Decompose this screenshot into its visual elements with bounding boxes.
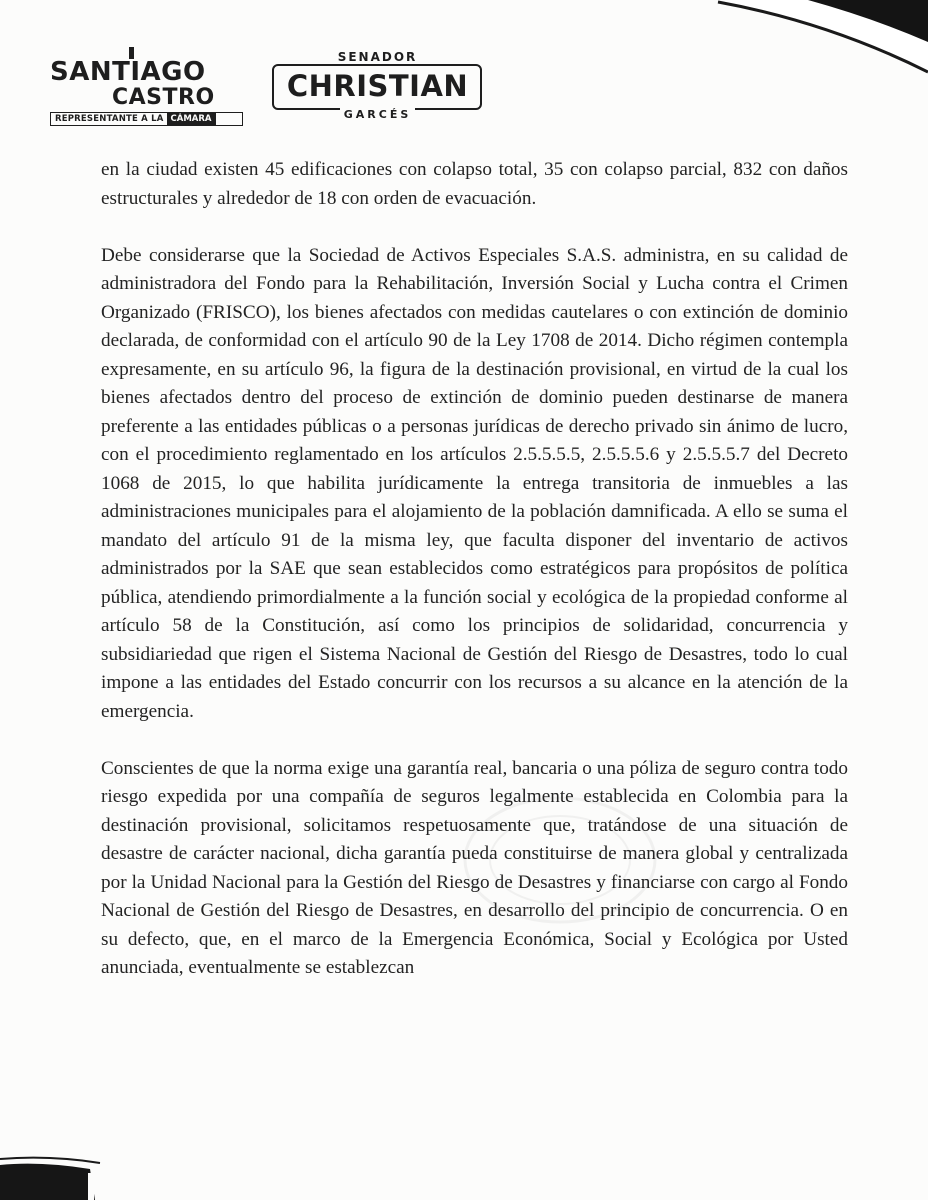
paragraph-3: Conscientes de que la norma exige una garantía real, bancaria o una póliza de seguro contra todo riesgo expedida por una compañía de seguros legalmente establecida en Colombia para la destinación provisional, solicitamos respetuosamente que, tratándose de una situación de desastre de carácter nacional, dicha garantía pueda constituirse de manera global y centralizada por la Unidad Nacional para la Gestión del Riesgo de Desastres y financiarse con cargo al Fondo Nacional de Gestión del Riesgo de Desastres, en desarrollo del principio de concurrencia. O en su defecto, que, en el marco de la Emergencia Económica, Social y Ecológica por Usted anunciada, eventualmente se establezcan	[101, 757, 848, 978]
paragraph-2: Debe considerarse que la Sociedad de Activos Especiales S.A.S. administra, en su calidad de administradora del Fondo para la Rehabilitación, Inversión Social y Lucha contra el Crimen Organizado (FRISCO), los bienes afectados con medidas cautelares o con extinción de dominio declarada, de conformidad con el artículo 90 de la Ley 1708 de 2014. Dicho régimen contempla expresamente, en su artículo 96, la figura de la destinación provisional, en virtud de la cual los bienes afectados dentro del proceso de extinción de dominio pueden destinarse de manera preferente a las entidades públicas o a personas jurídicas de derecho privado sin ánimo de lucro, con el procedimiento reglamentado en los artículos 2.5.5.5.5, 2.5.5.5.6 y 2.5.5.5.7 del Decreto 1068 de 2015, lo que habilita jurídicamente la entrega transitoria de inmuebles a las administraciones municipales para el alojamiento de la población damnificada. A ello se suma el mandato del artículo 91 de la misma ley, que faculta disponer del inventario de activos administrados por la SAE que sean establecidos como estratégicos para propósitos de política pública, atendiendo primordialmente a la función social y ecológica de la propiedad conforme al artículo 58 de la Constitución, así como los principios de solidaridad, concurrencia y subsidiariedad que rigen el Sistema Nacional de Gestión del Riesgo de Desastres, todo lo cual impone a las entidades del Estado concurrir con los recursos a su alcance en la atención de la emergencia.	[101, 244, 848, 722]
logo-representante-text: REPRESENTANTE A LA	[55, 114, 164, 124]
christian-garces-logo	[270, 50, 485, 125]
corner-decoration-top-right	[658, 0, 928, 90]
paragraph-1: en la ciudad existen 45 edificaciones con colapso total, 35 con colapso parcial, 832 con daños estructurales y alrededor de 18 con orden de evacuación.	[101, 159, 848, 209]
logo-representante-bar	[50, 112, 243, 126]
logo-christian-text: CHRISTIAN	[286, 69, 469, 103]
logo-santiago-text: SANTIAGO	[50, 57, 206, 87]
logo-garces-text: GARCÉS	[343, 108, 412, 121]
santiago-castro-logo	[46, 47, 246, 129]
logo-senador-text: SENADOR	[325, 50, 430, 64]
corner-decoration-bottom-left	[0, 1155, 130, 1200]
logo-camara-text: CÁMARA	[167, 113, 216, 125]
letter-body	[101, 156, 848, 983]
logo-castro-text: CASTRO	[112, 85, 215, 110]
